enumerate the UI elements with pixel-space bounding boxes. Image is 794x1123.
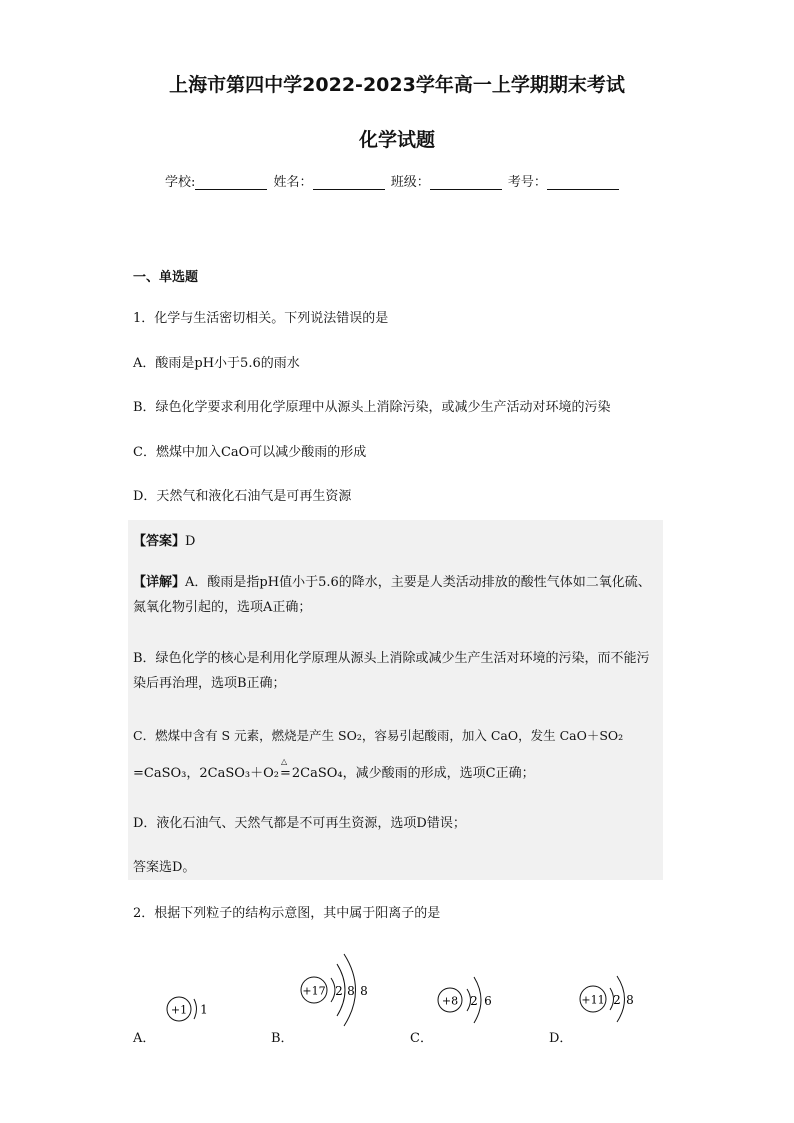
id-label: 考号： [507,175,547,190]
q2-option-d-label: D． [549,1031,573,1046]
detail-label: 【详解】 [133,575,186,590]
q1-detail-d: D．液化石油气、天然气都是不可再生资源，选项D错误； [133,816,466,831]
atom-diagram-d [572,964,646,1034]
q2-stem: 2．根据下列粒子的结构示意图，其中属于阳离子的是 [133,906,441,921]
detail-a-text: A．酸雨是指pH值小于5.6的降水，主要是人类活动排放的酸性气体如二氧化硫、氮氧化物引起的，选项A正确； [133,575,651,615]
shell-electrons-1: 2 [470,994,478,1008]
exam-title: 上海市第四中学2022-2023学年高一上学期期末考试 [169,74,625,96]
detail-c-part1: =CaSO₃，2CaSO₃＋O₂ [133,766,279,781]
q1-stem: 1．化学与生活密切相关。下列说法错误的是 [133,311,389,326]
q1-detail-c-line2 [133,757,535,781]
section-title: 一、单选题 [133,270,199,285]
student-info-line [165,171,621,190]
exam-subtitle: 化学试题 [358,129,435,151]
q1-detail-c-line1: C．燃煤中含有 S 元素，燃烧是产生 SO₂，容易引起酸雨，加入 CaO，发生 CaO＋SO₂ [133,728,624,743]
answer-label: 【答案】 [133,534,186,549]
shell-electrons: 1 [200,1002,208,1017]
q1-answer [133,530,195,549]
q1-option-a: A．酸雨是pH小于5.6的雨水 [133,356,300,371]
school-blank[interactable] [195,175,267,190]
nucleus-charge: +17 [302,984,326,998]
shell-electrons-1: 2 [335,984,343,998]
shell-electrons-3: 8 [360,984,368,998]
equals-sign: = [279,766,291,781]
shell-electrons-2: 8 [347,984,355,998]
q2-option-b-label: B． [271,1031,294,1046]
nucleus-charge: +1 [170,1003,188,1017]
q2-option-c-label: C． [410,1031,433,1046]
detail-c-part2: 2CaSO₄，减少酸雨的形成，选项C正确； [291,766,535,781]
q1-conclusion: 答案选D。 [133,860,196,875]
atom-diagram-b [293,948,383,1034]
school-label: 学校: [165,175,196,190]
id-blank[interactable] [547,175,619,190]
q2-option-a-label: A． [133,1031,156,1046]
atom-diagram-c [430,965,500,1035]
q1-option-d: D．天然气和液化石油气是可再生资源 [133,489,352,504]
class-blank[interactable] [430,175,502,190]
heat-equals [279,757,291,781]
q1-detail-b: B．绿色化学的核心是利用化学原理从源头上消除或减少生产生活对环境的污染，而不能污染后再治理，选项B正确； [133,651,650,691]
q1-detail-a [133,570,659,620]
shell-electrons-2: 6 [484,994,492,1008]
nucleus-charge: +8 [441,994,459,1008]
atom-diagram-a [160,985,220,1033]
nucleus-charge: +11 [581,993,605,1007]
q1-option-b: B．绿色化学要求利用化学原理中从源头上消除污染，或减少生产活动对环境的污染 [133,400,611,415]
name-blank[interactable] [313,175,385,190]
delta-symbol: △ [280,757,288,766]
shell-arc [194,999,197,1019]
answer-value: D [185,534,196,549]
shell-electrons-2: 8 [626,993,634,1007]
q1-option-c: C．燃煤中加入CaO可以减少酸雨的形成 [133,445,367,460]
name-label: 姓名： [273,175,313,190]
class-label: 班级： [390,175,430,190]
shell-electrons-1: 2 [613,993,621,1007]
